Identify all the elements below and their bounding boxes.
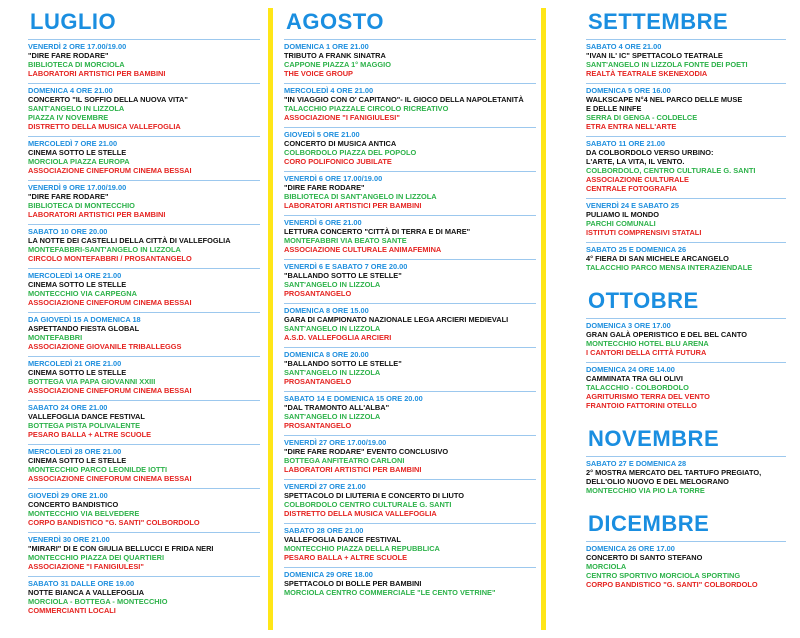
event-location: BIBLIOTECA DI MONTECCHIO [28, 201, 135, 210]
event-location: SERRA DI GENGA - COLDELCE [586, 113, 698, 122]
event-title: 4° FIERA DI SAN MICHELE ARCANGELO [586, 254, 729, 263]
event-date: SABATO 27 E DOMENICA 28 [586, 459, 687, 468]
month-heading-settembre: SETTEMBRE [588, 9, 729, 34]
event-item [586, 318, 786, 362]
event-title: CONCERTO DI MUSICA ANTICA [284, 139, 397, 148]
event-item [284, 259, 536, 303]
event-organizer: PESARO BALLA + ALTRE SCUOLE [28, 430, 152, 439]
event-organizer: LABORATORI ARTISTICI PER BAMBINI [284, 465, 422, 474]
event-date: MERCOLEDÌ 14 ORE 21.00 [28, 271, 122, 280]
event-organizer: ASSOCIAZIONE CINEFORUM CINEMA BESSAI [28, 474, 192, 483]
event-title: 2° MOSTRA MERCATO DEL TARTUFO PREGIATO, [586, 468, 762, 477]
event-item [284, 567, 536, 602]
event-item [586, 362, 786, 415]
event-item [284, 435, 536, 479]
event-item [284, 303, 536, 347]
event-title: CAMMINATA TRA GLI OLIVI [586, 374, 683, 383]
event-location: SANT'ANGELO IN LIZZOLA FONTE DEI POETI [586, 60, 748, 69]
event-organizer: CORPO BANDISTICO "G. SANTI" COLBORDOLO [28, 518, 200, 527]
event-location: MONTECCHIO HOTEL BLU ARENA [586, 339, 709, 348]
event-organizer: CORO POLIFONICO JUBILATE [284, 157, 392, 166]
event-organizer: CIRCOLO MONTEFABBRI / PROSANTANGELO [28, 254, 192, 263]
event-date: VENERDÌ 6 ORE 21.00 [284, 218, 362, 227]
event-organizer: ASSOCIAZIONE CINEFORUM CINEMA BESSAI [28, 386, 192, 395]
event-organizer: I CANTORI DELLA CITTÀ FUTURA [586, 348, 707, 357]
event-title: LA NOTTE DEI CASTELLI DELLA CITTÀ DI VALLEFOGLIA [28, 236, 231, 245]
event-location: MONTECCHIO VIA CARPEGNA [28, 289, 137, 298]
event-location: TALACCHIO PARCO MENSA INTERAZIENDALE [586, 263, 753, 272]
column-divider-2 [541, 8, 546, 630]
event-list-agosto [284, 39, 536, 602]
event-item [284, 347, 536, 391]
event-date: DA GIOVEDÌ 15 A DOMENICA 18 [28, 315, 141, 324]
event-item [28, 532, 260, 576]
event-item [284, 83, 536, 127]
event-list-luglio [28, 39, 260, 620]
event-date: VENERDÌ 6 E SABATO 7 ORE 20.00 [284, 262, 408, 271]
event-date: VENERDÌ 6 ORE 17.00/19.00 [284, 174, 383, 183]
event-location: COLBORDOLO PIAZZA DEL POPOLO [284, 148, 417, 157]
column-agosto [284, 0, 536, 602]
event-item [586, 541, 786, 594]
event-date: VENERDÌ 9 ORE 17.00/19.00 [28, 183, 127, 192]
event-organizer: ASSOCIAZIONE CULTURALE [586, 175, 689, 184]
column-right [586, 0, 786, 594]
event-location: TALACCHIO PIAZZALE CIRCOLO RICREATIVO [284, 104, 449, 113]
event-location: BOTTEGA ANFITEATRO CARLONI [284, 456, 405, 465]
event-organizer: DISTRETTO DELLA MUSICA VALLEFOGLIA [28, 122, 181, 131]
event-item [284, 391, 536, 435]
event-location: MONTECCHIO VIA PIO LA TORRE [586, 486, 705, 495]
event-item [28, 268, 260, 312]
event-date: MERCOLEDÌ 28 ORE 21.00 [28, 447, 122, 456]
event-item [586, 83, 786, 136]
event-title: DA COLBORDOLO VERSO URBINO: [586, 148, 714, 157]
event-location: MORCIOLA PIAZZA EUROPA [28, 157, 130, 166]
event-location: MONTECCHIO PIAZZA DELLA REPUBBLICA [284, 544, 440, 553]
event-organizer: ASSOCIAZIONE CINEFORUM CINEMA BESSAI [28, 298, 192, 307]
event-item [28, 136, 260, 180]
event-title: "IN VIAGGIO CON O' CAPITANO"- IL GIOCO DELLA NAPOLETANITÀ [284, 95, 524, 104]
event-item [28, 400, 260, 444]
event-title: "BALLANDO SOTTO LE STELLE" [284, 271, 402, 280]
event-list-novembre [586, 456, 786, 500]
month-heading-luglio: LUGLIO [30, 9, 117, 34]
event-date: SABATO 25 E DOMENICA 26 [586, 245, 687, 254]
event-date: SABATO 10 ORE 20.00 [28, 227, 108, 236]
event-title: PULIAMO IL MONDO [586, 210, 659, 219]
event-item [284, 523, 536, 567]
event-date: VENERDÌ 27 ORE 17.00/19.00 [284, 438, 387, 447]
event-organizer: THE VOICE GROUP [284, 69, 353, 78]
event-title: LETTURA CONCERTO "CITTÀ DI TERRA E DI MARE" [284, 227, 471, 236]
event-location: PIAZZA IV NOVEMBRE [28, 113, 109, 122]
event-item [28, 83, 260, 136]
event-date: VENERDÌ 27 ORE 21.00 [284, 482, 366, 491]
event-item [284, 127, 536, 171]
event-location: SANT'ANGELO IN LIZZOLA [28, 104, 125, 113]
event-title: VALLEFOGLIA DANCE FESTIVAL [284, 535, 401, 544]
event-item [28, 576, 260, 620]
event-title: GRAN GALÀ OPERISTICO E DEL BEL CANTO [586, 330, 747, 339]
event-date: GIOVEDÌ 5 ORE 21.00 [284, 130, 360, 139]
event-organizer: ISTITUTI COMPRENSIVI STATALI [586, 228, 702, 237]
event-date: DOMENICA 3 ORE 17.00 [586, 321, 671, 330]
event-date: VENERDÌ 2 ORE 17.00/19.00 [28, 42, 127, 51]
event-title: CINEMA SOTTO LE STELLE [28, 148, 127, 157]
event-title: TRIBUTO A FRANK SINATRA [284, 51, 386, 60]
event-location: MONTECCHIO PARCO LEONILDE IOTTI [28, 465, 168, 474]
event-location: MONTEFABBRI [28, 333, 83, 342]
event-item [28, 180, 260, 224]
event-title: L'ARTE, LA VITA, IL VENTO. [586, 157, 685, 166]
event-organizer: DISTRETTO DELLA MUSICA VALLEFOGLIA [284, 509, 437, 518]
event-item [28, 488, 260, 532]
event-location: SANT'ANGELO IN LIZZOLA [284, 368, 381, 377]
event-item [284, 171, 536, 215]
event-title: "BALLANDO SOTTO LE STELLE" [284, 359, 402, 368]
event-organizer: ASSOCIAZIONE "I FANIGIULESI" [28, 562, 144, 571]
event-title: GARA DI CAMPIONATO NAZIONALE LEGA ARCIERI MEDIEVALI [284, 315, 509, 324]
event-location: MONTEFABBRI VIA BEATO SANTE [284, 236, 407, 245]
event-date: VENERDÌ 30 ORE 21.00 [28, 535, 110, 544]
event-date: SABATO 31 DALLE ORE 19.00 [28, 579, 135, 588]
event-organizer: REALTÀ TEATRALE SKENEXODIA [586, 69, 708, 78]
event-location: CAPPONE PIAZZA 1° MAGGIO [284, 60, 391, 69]
event-item [28, 312, 260, 356]
event-item [586, 242, 786, 277]
event-title: CONCERTO "IL SOFFIO DELLA NUOVA VITA" [28, 95, 188, 104]
event-title: CONCERTO DI SANTO STEFANO [586, 553, 703, 562]
event-date: VENERDÌ 24 E SABATO 25 [586, 201, 679, 210]
event-item [284, 479, 536, 523]
event-title: SPETTACOLO DI BOLLE PER BAMBINI [284, 579, 422, 588]
event-date: MERCOLEDÌ 7 ORE 21.00 [28, 139, 118, 148]
event-title: NOTTE BIANCA A VALLEFOGLIA [28, 588, 145, 597]
event-location: BIBLIOTECA DI MORCIOLA [28, 60, 125, 69]
event-location: CENTRO SPORTIVO MORCIOLA SPORTING [586, 571, 741, 580]
event-date: DOMENICA 8 ORE 15.00 [284, 306, 369, 315]
event-list-dicembre [586, 541, 786, 594]
event-organizer: ASSOCIAZIONE CULTURALE ANIMAFEMINA [284, 245, 442, 254]
event-location: SANT'ANGELO IN LIZZOLA [284, 412, 381, 421]
event-organizer: PROSANTANGELO [284, 421, 352, 430]
event-organizer: PROSANTANGELO [284, 289, 352, 298]
event-organizer: LABORATORI ARTISTICI PER BAMBINI [28, 69, 166, 78]
column-divider-1 [268, 8, 273, 630]
event-date: SABATO 28 ORE 21.00 [284, 526, 364, 535]
event-organizer: LABORATORI ARTISTICI PER BAMBINI [28, 210, 166, 219]
event-title: CINEMA SOTTO LE STELLE [28, 280, 127, 289]
event-organizer: ASSOCIAZIONE CINEFORUM CINEMA BESSAI [28, 166, 192, 175]
event-organizer: ASSOCIAZIONE "I FANIGIULESI" [284, 113, 400, 122]
event-date: DOMENICA 26 ORE 17.00 [586, 544, 675, 553]
column-luglio [28, 0, 260, 620]
event-item [284, 39, 536, 83]
event-title: "DIRE FARE RODARE" [28, 192, 109, 201]
month-heading-dicembre: DICEMBRE [588, 511, 710, 536]
event-title: E DELLE NINFE [586, 104, 642, 113]
event-location: BOTTEGA PISTA POLIVALENTE [28, 421, 141, 430]
event-location: SANT'ANGELO IN LIZZOLA [284, 324, 381, 333]
event-date: MERCOLEDÌ 21 ORE 21.00 [28, 359, 122, 368]
event-title: CINEMA SOTTO LE STELLE [28, 456, 127, 465]
event-list-ottobre [586, 318, 786, 415]
event-title: "DIRE FARE RODARE" [284, 183, 365, 192]
event-title: "IVAN IL' IC" SPETTACOLO TEATRALE [586, 51, 723, 60]
event-location: BIBLIOTECA DI SANT'ANGELO IN LIZZOLA [284, 192, 437, 201]
event-location: SANT'ANGELO IN LIZZOLA [284, 280, 381, 289]
event-date: SABATO 11 ORE 21.00 [586, 139, 666, 148]
event-location: MORCIOLA [586, 562, 627, 571]
event-item [586, 456, 786, 500]
event-organizer: CENTRALE FOTOGRAFIA [586, 184, 678, 193]
event-item [28, 444, 260, 488]
event-location: MORCIOLA CENTRO COMMERCIALE "LE CENTO VETRINE" [284, 588, 496, 597]
event-location: MONTEFABBRI-SANT'ANGELO IN LIZZOLA [28, 245, 181, 254]
event-title: VALLEFOGLIA DANCE FESTIVAL [28, 412, 145, 421]
event-date: DOMENICA 1 ORE 21.00 [284, 42, 369, 51]
event-location: BOTTEGA VIA PAPA GIOVANNI XXIII [28, 377, 156, 386]
event-organizer: FRANTOIO FATTORINI OTELLO [586, 401, 697, 410]
event-date: DOMENICA 5 ORE 16.00 [586, 86, 671, 95]
event-date: SABATO 24 ORE 21.00 [28, 403, 108, 412]
event-item [28, 39, 260, 83]
event-item [28, 356, 260, 400]
event-organizer: COMMERCIANTI LOCALI [28, 606, 116, 615]
event-list-settembre [586, 39, 786, 277]
event-title: "DAL TRAMONTO ALL'ALBA" [284, 403, 390, 412]
month-heading-novembre: NOVEMBRE [588, 426, 720, 451]
event-item [28, 224, 260, 268]
event-location: COLBORDOLO, CENTRO CULTURALE G. SANTI [586, 166, 756, 175]
event-organizer: AGRITURISMO TERRA DEL VENTO [586, 392, 710, 401]
month-heading-agosto: AGOSTO [286, 9, 384, 34]
event-organizer: A.S.D. VALLEFOGLIA ARCIERI [284, 333, 392, 342]
event-organizer: PROSANTANGELO [284, 377, 352, 386]
event-location: MORCIOLA - BOTTEGA - MONTECCHIO [28, 597, 168, 606]
event-title: CINEMA SOTTO LE STELLE [28, 368, 127, 377]
event-location: TALACCHIO - COLBORDOLO [586, 383, 689, 392]
event-date: SABATO 14 E DOMENICA 15 ORE 20.00 [284, 394, 423, 403]
event-location: MONTECCHIO VIA BELVEDERE [28, 509, 140, 518]
event-title: "DIRE FARE RODARE" [28, 51, 109, 60]
event-title: "DIRE FARE RODARE" EVENTO CONCLUSIVO [284, 447, 449, 456]
event-title: WALKSCAPE N°4 NEL PARCO DELLE MUSE [586, 95, 743, 104]
event-location: MONTECCHIO PIAZZA DEI QUARTIERI [28, 553, 165, 562]
event-location: PARCHI COMUNALI [586, 219, 656, 228]
event-item [586, 39, 786, 83]
month-heading-ottobre: OTTOBRE [588, 288, 699, 313]
event-date: DOMENICA 4 ORE 21.00 [28, 86, 113, 95]
event-organizer: PESARO BALLA + ALTRE SCUOLE [284, 553, 408, 562]
event-organizer: CORPO BANDISTICO "G. SANTI" COLBORDOLO [586, 580, 758, 589]
event-item [284, 215, 536, 259]
event-date: SABATO 4 ORE 21.00 [586, 42, 662, 51]
event-item [586, 198, 786, 242]
event-title: ASPETTANDO FIESTA GLOBAL [28, 324, 140, 333]
event-date: GIOVEDÌ 29 ORE 21.00 [28, 491, 108, 500]
event-title: "MIRARI" DI E CON GIULIA BELLUCCI E FRIDA NERI [28, 544, 214, 553]
event-date: DOMENICA 29 ORE 18.00 [284, 570, 373, 579]
event-organizer: ASSOCIAZIONE GIOVANILE TRIBALLEGGS [28, 342, 182, 351]
event-date: MERCOLEDÌ 4 ORE 21.00 [284, 86, 374, 95]
event-date: DOMENICA 24 ORE 14.00 [586, 365, 675, 374]
event-organizer: LABORATORI ARTISTICI PER BAMBINI [284, 201, 422, 210]
event-title: SPETTACOLO DI LIUTERIA E CONCERTO DI LIUTO [284, 491, 464, 500]
event-item [586, 136, 786, 198]
event-location: COLBORDOLO CENTRO CULTURALE G. SANTI [284, 500, 452, 509]
event-date: DOMENICA 8 ORE 20.00 [284, 350, 369, 359]
event-title: DELL'OLIO NUOVO E DEL MELOGRANO [586, 477, 729, 486]
event-title: CONCERTO BANDISTICO [28, 500, 119, 509]
event-organizer: ETRA ENTRA NELL'ARTE [586, 122, 677, 131]
